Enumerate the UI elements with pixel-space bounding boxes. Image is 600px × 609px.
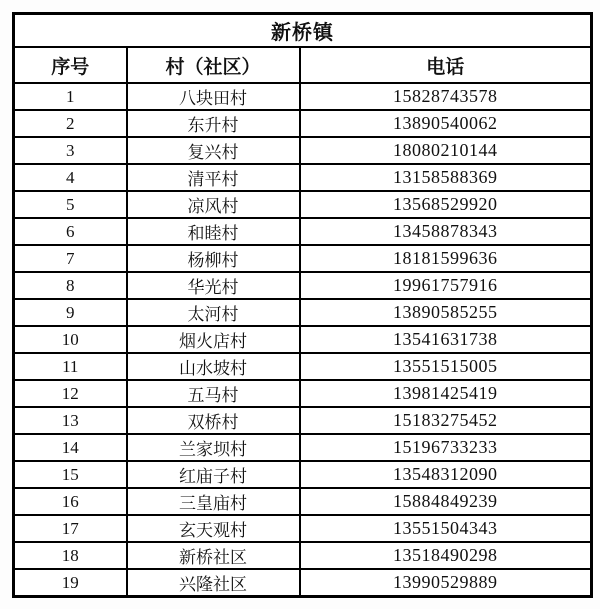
- phone-cell: 15196733233: [300, 434, 592, 461]
- village-cell: 兰家坝村: [127, 434, 300, 461]
- phone-cell: 18181599636: [300, 245, 592, 272]
- table-row: [14, 218, 592, 245]
- phone-cell: 13518490298: [300, 542, 592, 569]
- seq-cell: 1: [14, 83, 127, 110]
- table-title-row: [14, 14, 592, 48]
- table-row: [14, 326, 592, 353]
- seq-cell: 11: [14, 353, 127, 380]
- seq-cell: 7: [14, 245, 127, 272]
- village-cell: 双桥村: [127, 407, 300, 434]
- phone-cell: 15183275452: [300, 407, 592, 434]
- village-cell: 复兴村: [127, 137, 300, 164]
- phone-cell: 15828743578: [300, 83, 592, 110]
- village-cell: 三皇庙村: [127, 488, 300, 515]
- village-cell: 红庙子村: [127, 461, 300, 488]
- seq-cell: 10: [14, 326, 127, 353]
- phone-directory-table: [12, 12, 593, 598]
- table-row: [14, 353, 592, 380]
- phone-cell: 13568529920: [300, 191, 592, 218]
- village-cell: 和睦村: [127, 218, 300, 245]
- table-row: [14, 164, 592, 191]
- village-cell: 东升村: [127, 110, 300, 137]
- column-header-village: 村（社区）: [127, 47, 300, 83]
- column-header-phone: 电话: [300, 47, 592, 83]
- seq-cell: 14: [14, 434, 127, 461]
- table-row: [14, 380, 592, 407]
- seq-cell: 15: [14, 461, 127, 488]
- village-cell: 华光村: [127, 272, 300, 299]
- village-cell: 清平村: [127, 164, 300, 191]
- phone-cell: 15884849239: [300, 488, 592, 515]
- table-row: [14, 461, 592, 488]
- phone-cell: 13551504343: [300, 515, 592, 542]
- seq-cell: 18: [14, 542, 127, 569]
- village-cell: 凉风村: [127, 191, 300, 218]
- table-row: [14, 434, 592, 461]
- table-row: [14, 245, 592, 272]
- table-row: [14, 569, 592, 597]
- seq-cell: 13: [14, 407, 127, 434]
- village-cell: 兴隆社区: [127, 569, 300, 597]
- seq-cell: 19: [14, 569, 127, 597]
- seq-cell: 17: [14, 515, 127, 542]
- seq-cell: 12: [14, 380, 127, 407]
- table-header-row: [14, 47, 592, 83]
- table-row: [14, 488, 592, 515]
- phone-cell: 13458878343: [300, 218, 592, 245]
- phone-cell: 13541631738: [300, 326, 592, 353]
- column-header-seq: 序号: [14, 47, 127, 83]
- table-row: [14, 272, 592, 299]
- seq-cell: 2: [14, 110, 127, 137]
- village-cell: 杨柳村: [127, 245, 300, 272]
- village-cell: 八块田村: [127, 83, 300, 110]
- seq-cell: 9: [14, 299, 127, 326]
- phone-cell: 13890585255: [300, 299, 592, 326]
- phone-cell: 13981425419: [300, 380, 592, 407]
- phone-cell: 13551515005: [300, 353, 592, 380]
- table-row: [14, 407, 592, 434]
- seq-cell: 5: [14, 191, 127, 218]
- table-row: [14, 110, 592, 137]
- seq-cell: 6: [14, 218, 127, 245]
- table-row: [14, 299, 592, 326]
- village-cell: 太河村: [127, 299, 300, 326]
- village-cell: 山水坡村: [127, 353, 300, 380]
- seq-cell: 8: [14, 272, 127, 299]
- table-body: [14, 83, 592, 597]
- phone-cell: 13548312090: [300, 461, 592, 488]
- seq-cell: 3: [14, 137, 127, 164]
- seq-cell: 16: [14, 488, 127, 515]
- village-cell: 五马村: [127, 380, 300, 407]
- phone-cell: 13990529889: [300, 569, 592, 597]
- table-row: [14, 83, 592, 110]
- phone-cell: 18080210144: [300, 137, 592, 164]
- village-cell: 新桥社区: [127, 542, 300, 569]
- table-row: [14, 191, 592, 218]
- phone-cell: 13158588369: [300, 164, 592, 191]
- seq-cell: 4: [14, 164, 127, 191]
- table-row: [14, 542, 592, 569]
- table-title: 新桥镇: [14, 14, 592, 48]
- table-row: [14, 515, 592, 542]
- village-cell: 烟火店村: [127, 326, 300, 353]
- phone-cell: 13890540062: [300, 110, 592, 137]
- phone-cell: 19961757916: [300, 272, 592, 299]
- table-row: [14, 137, 592, 164]
- village-cell: 玄天观村: [127, 515, 300, 542]
